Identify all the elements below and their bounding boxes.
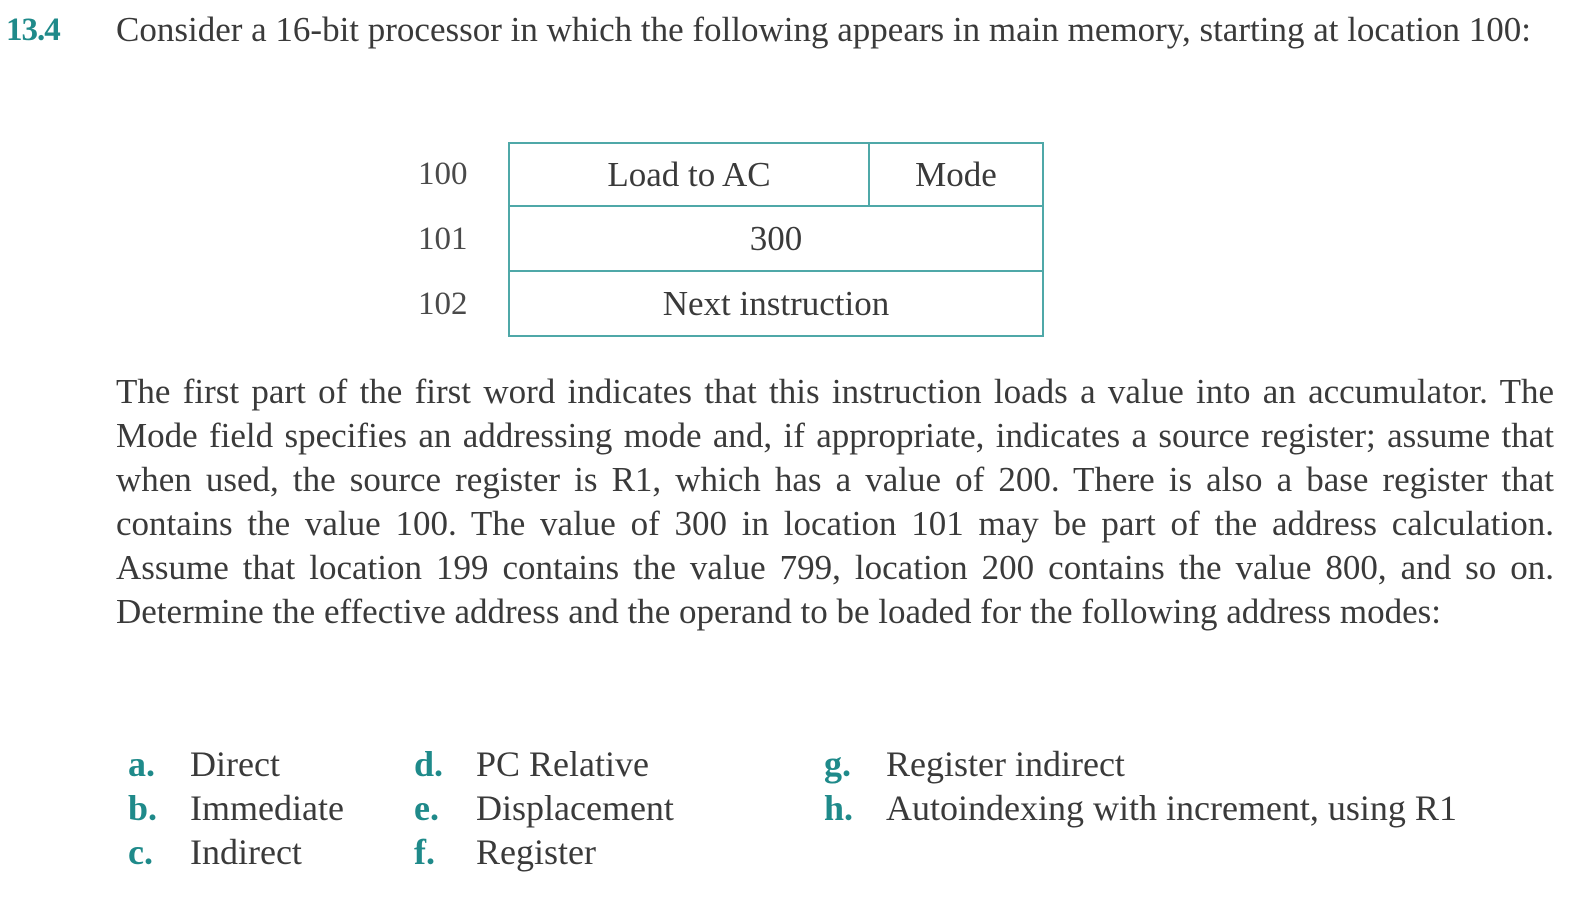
options-column-1 <box>128 742 344 874</box>
option-text: Displacement <box>476 788 674 828</box>
option-item <box>414 742 674 786</box>
option-item <box>128 786 344 830</box>
option-item <box>824 786 1457 830</box>
option-text: Register indirect <box>886 744 1125 784</box>
option-text: PC Relative <box>476 744 649 784</box>
question-intro: Consider a 16-bit processor in which the following appears in main memory, starting at location 100: <box>116 10 1531 49</box>
options-column-2 <box>414 742 674 874</box>
question-number: 13.4 <box>6 12 60 48</box>
memory-row <box>418 272 1044 337</box>
option-text: Indirect <box>190 832 302 872</box>
option-text: Direct <box>190 744 280 784</box>
memory-diagram <box>418 142 1044 337</box>
option-letter: h. <box>824 788 854 828</box>
memory-address: 101 <box>418 221 468 257</box>
next-instruction-field: Next instruction <box>662 283 890 323</box>
memory-row <box>418 207 1044 272</box>
option-letter: e. <box>414 788 439 828</box>
option-letter: c. <box>128 832 153 872</box>
option-item <box>414 830 674 874</box>
question-body: The first part of the first word indicates that this instruction loads a value into an accumulator. The Mode field specifies an addressing mode and, if appropriate, indicates a source register; assume that when used, the source register is R1, which has a value of 200. There is also a base register that contains the value 100. The value of 300 in location 101 may be part of the address calculation. Assume that location 199 contains the value 799, location 200 contains the value 800, and so on. Determine the effective address and the operand to be loaded for the following address modes: <box>116 372 1554 631</box>
option-item <box>128 742 344 786</box>
option-text: Register <box>476 832 596 872</box>
options-column-3 <box>824 742 1457 830</box>
option-letter: g. <box>824 744 851 784</box>
memory-word <box>508 272 1044 337</box>
option-text: Autoindexing with increment, using R1 <box>886 788 1457 828</box>
address-field: 300 <box>749 218 803 258</box>
mode-field: Mode <box>915 154 997 194</box>
option-letter: d. <box>414 744 444 784</box>
option-letter: b. <box>128 788 158 828</box>
option-letter: f. <box>414 832 435 872</box>
memory-word <box>508 142 1044 207</box>
memory-row <box>418 142 1044 207</box>
memory-address: 100 <box>418 156 468 192</box>
option-item <box>128 830 344 874</box>
opcode-field: Load to AC <box>510 144 870 205</box>
memory-word <box>508 207 1044 272</box>
memory-address: 102 <box>418 286 468 322</box>
option-item <box>824 742 1457 786</box>
option-letter: a. <box>128 744 155 784</box>
option-item <box>414 786 674 830</box>
option-text: Immediate <box>190 788 344 828</box>
